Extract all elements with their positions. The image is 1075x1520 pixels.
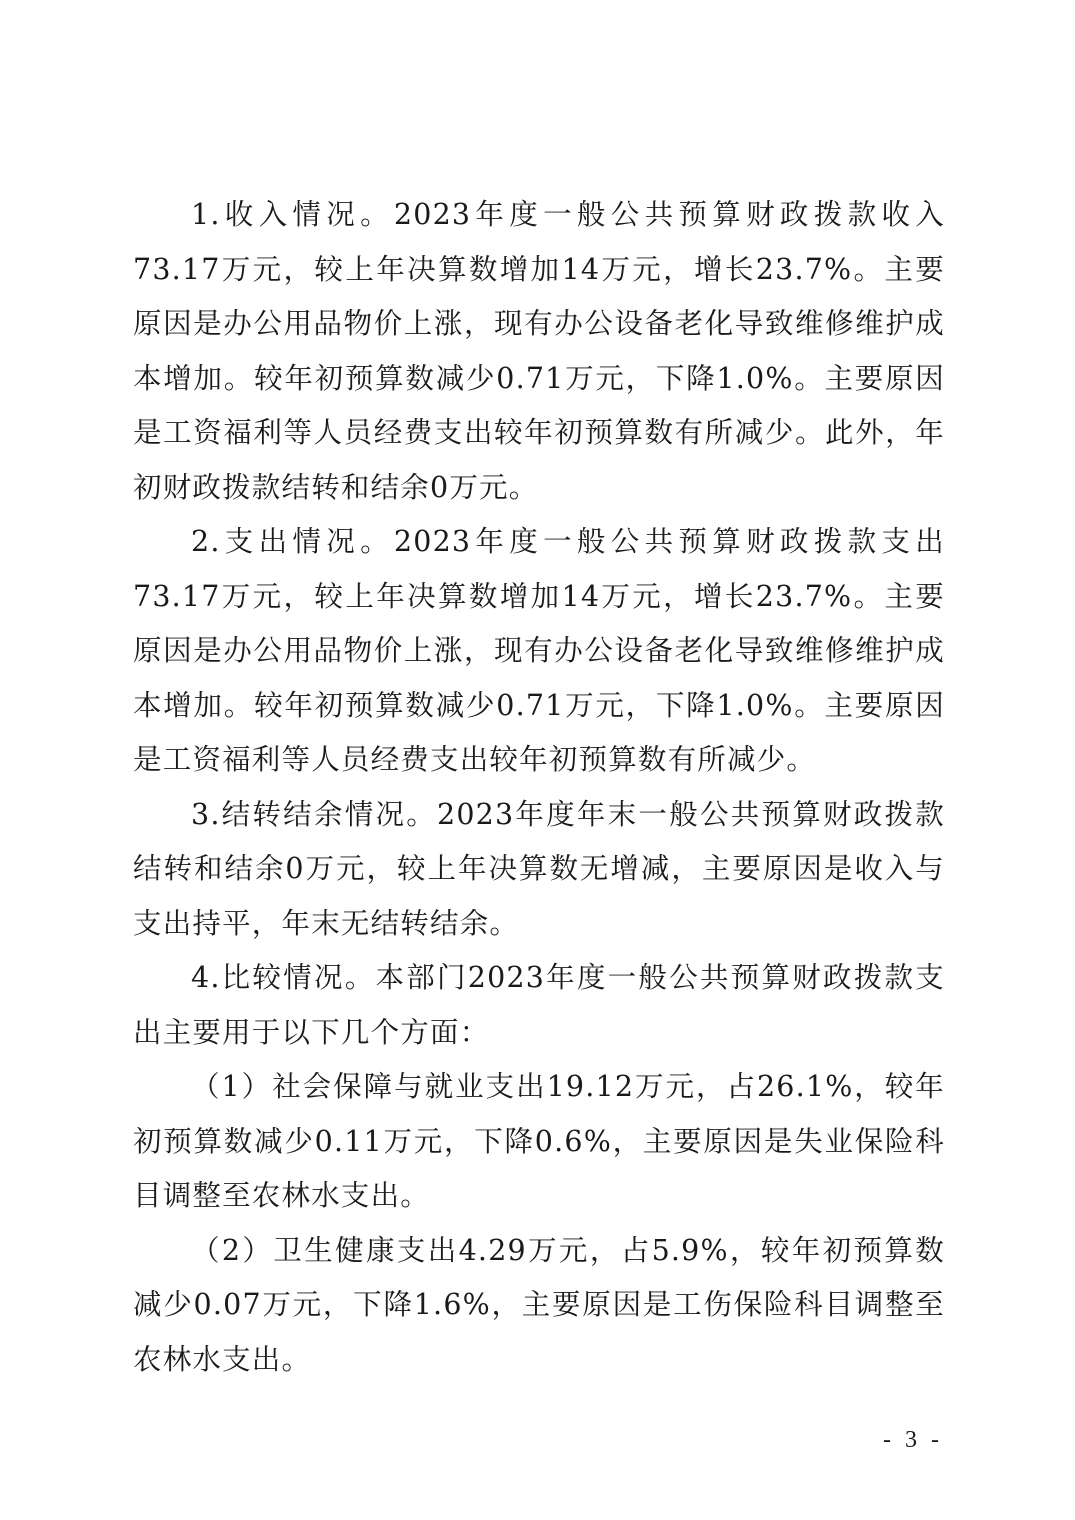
paragraph-carryover: 3.结转结余情况。2023年度年末一般公共预算财政拨款结转和结余0万元，较上年决算数无增减，主要原因是收入与支出持平，年末无结转结余。 <box>133 797 945 940</box>
document-body <box>133 188 945 1387</box>
paragraph-health: （2）卫生健康支出4.29万元，占5.9%，较年初预算数减少0.07万元，下降1.6%，主要原因是工伤保险科目调整至农林水支出。 <box>133 1233 945 1376</box>
paragraph-income: 1.收入情况。2023年度一般公共预算财政拨款收入73.17万元，较上年决算数增加14万元，增长23.7%。主要原因是办公用品物价上涨，现有办公设备老化导致维修维护成本增加。较年初预算数减少0.71万元，下降1.0%。主要原因是工资福利等人员经费支出较年初预算数有所减少。此外，年初财政拨款结转和结余0万元。 <box>133 198 945 504</box>
paragraph-expenditure: 2.支出情况。2023年度一般公共预算财政拨款支出73.17万元，较上年决算数增加14万元，增长23.7%。主要原因是办公用品物价上涨，现有办公设备老化导致维修维护成本增加。较年初预算数减少0.71万元，下降1.0%。主要原因是工资福利等人员经费支出较年初预算数有所减少。 <box>133 525 945 776</box>
page-number: - 3 - <box>883 1427 943 1453</box>
paragraph-comparison: 4.比较情况。本部门2023年度一般公共预算财政拨款支出主要用于以下几个方面： <box>133 961 945 1049</box>
paragraph-social-security: （1）社会保障与就业支出19.12万元，占26.1%，较年初预算数减少0.11万元，下降0.6%，主要原因是失业保险科目调整至农林水支出。 <box>133 1070 945 1212</box>
